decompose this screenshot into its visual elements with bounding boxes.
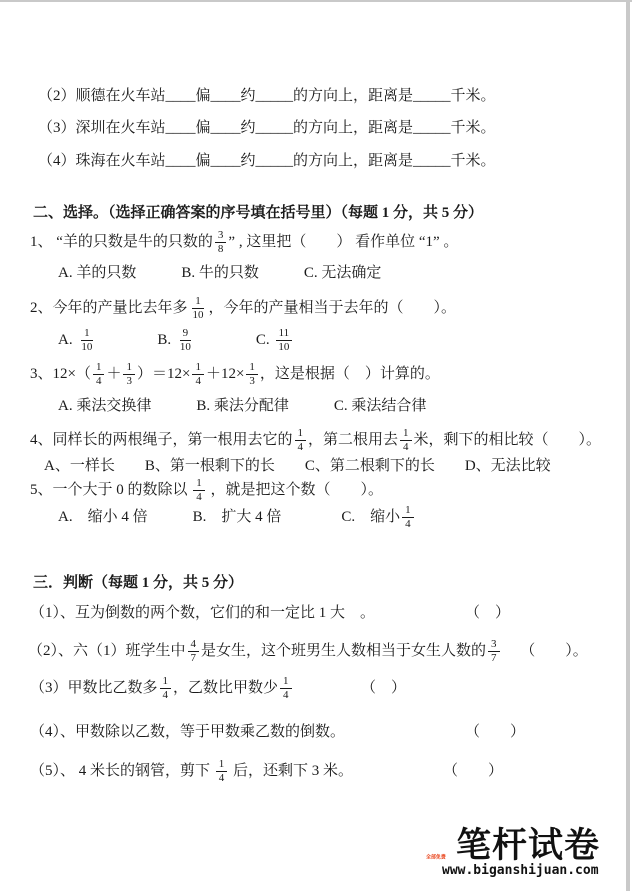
watermark-free-badge: 全部免费 — [426, 854, 446, 860]
text-run: 2、今年的产量比去年多 — [30, 300, 188, 316]
page-right-border — [626, 0, 630, 891]
choice-q5-options — [58, 500, 416, 534]
text-run: A. — [58, 332, 77, 348]
text-run: A、一样长 B、第一根剩下的长 C、第二根剩下的长 D、无法比较 — [44, 458, 551, 474]
watermark-brand-text: 笔杆试卷 — [456, 826, 601, 865]
fraction: $\frac{1}{4}$ — [400, 427, 412, 453]
text-run: （1）、互为倒数的两个数，它们的和一定比 1 大 。 （ ） — [30, 605, 511, 621]
text-run: 1、 “羊的只数是牛的只数的 — [30, 234, 213, 250]
text-run: ）＝12× — [136, 366, 191, 382]
fraction: $\frac{11}{10}$ — [275, 327, 292, 353]
fraction: $\frac{1}{4}$ — [93, 361, 105, 387]
text-run: 3、12×（ — [30, 366, 91, 382]
fraction: $\frac{1}{4}$ — [216, 758, 228, 784]
choice-q1-options — [58, 256, 381, 290]
choice-q2-options — [58, 323, 294, 357]
text-run: （2）顺德在火车站____偏____约_____的方向上，距离是_____千米。 — [38, 88, 496, 104]
fraction: $\frac{3}{7}$ — [488, 638, 500, 664]
fraction: $\frac{1}{4}$ — [280, 675, 292, 701]
choice-section-header: 二、选择。（选择正确答案的序号填在括号里）（每题 1 分，共 5 分） — [33, 205, 484, 221]
text-run: ，第二根用去 — [308, 432, 399, 448]
judge-section-header: 三．判断（每题 1 分，共 5 分） — [33, 575, 244, 591]
choice-q3-options — [58, 389, 426, 423]
fill-question-3 — [38, 111, 496, 145]
text-run: A. 缩小 4 倍 B. 扩大 4 倍 C. 缩小 — [58, 509, 401, 525]
text-run: 4、同样长的两根绳子，第一根用去它的 — [30, 432, 293, 448]
text-run: ，这是根据（ ）计算的。 — [259, 366, 440, 382]
text-run: （ ）。 — [501, 643, 588, 659]
text-run: （3）深圳在火车站____偏____约_____的方向上，距离是_____千米。 — [38, 120, 496, 136]
text-run: 米，剩下的相比较（ ）。 — [413, 432, 602, 448]
fraction: $\frac{4}{7}$ — [188, 638, 200, 664]
judge-question-1 — [30, 596, 510, 630]
text-run: ” , 这里把（ ） 看作单位 “1” 。 — [228, 234, 459, 250]
fraction: $\frac{1}{10}$ — [81, 326, 93, 353]
fraction: $\frac{9}{10}$ — [179, 326, 191, 353]
text-run: A. 乘法交换律 B. 乘法分配律 C. 乘法结合律 — [58, 398, 427, 414]
text-run: B. — [97, 332, 175, 348]
fraction: $\frac{1}{4}$ — [402, 504, 414, 530]
text-run: ，今年的产量相当于去年的（ ）。 — [208, 300, 457, 316]
choice-q1-stem — [30, 225, 458, 259]
text-run: 是女生，这个班男生人数相当于女生人数的 — [201, 643, 487, 659]
watermark-site-url: www.biganshijuan.com — [442, 863, 599, 878]
text-run: ＋12× — [205, 366, 245, 382]
judge-question-3 — [30, 671, 406, 705]
fraction: $\frac{1}{3}$ — [246, 361, 258, 387]
text-run: C. — [195, 332, 274, 348]
text-run: 后，还剩下 3 米。 （ ） — [229, 763, 504, 779]
text-run: （5）、 4 米长的钢管，剪下 — [30, 763, 214, 779]
judge-question-4 — [30, 715, 525, 749]
text-run: ＋ — [106, 366, 122, 382]
text-run: （2）、六（1）班学生中 — [28, 643, 186, 659]
fraction: $\frac{3}{8}$ — [215, 229, 227, 255]
text-run: （ ） — [293, 680, 407, 696]
choice-q3-stem — [30, 357, 440, 391]
fraction: $\frac{1}{3}$ — [123, 361, 135, 387]
page-top-border — [0, 0, 632, 2]
text-run: （4）、甲数除以乙数，等于甲数乘乙数的倒数。 （ ） — [30, 724, 526, 740]
text-run: ，乙数比甲数少 — [173, 680, 279, 696]
text-run: 5、一个大于 0 的数除以 — [30, 482, 192, 498]
judge-question-2 — [28, 634, 588, 668]
fraction: $\frac{1}{4}$ — [295, 427, 307, 453]
fill-question-2 — [38, 79, 496, 113]
fill-question-4 — [38, 144, 496, 178]
text-run: （4）珠海在火车站____偏____约_____的方向上，距离是_____千米。 — [38, 153, 496, 169]
fraction: $\frac{1}{4}$ — [193, 477, 205, 503]
fraction: $\frac{1}{4}$ — [160, 675, 172, 701]
judge-question-5 — [30, 754, 503, 788]
text-run: （3）甲数比乙数多 — [30, 680, 158, 696]
choice-q2-stem — [30, 291, 456, 325]
fraction: $\frac{1}{10}$ — [192, 294, 204, 321]
fraction: $\frac{1}{4}$ — [192, 361, 204, 387]
text-run: A. 羊的只数 B. 牛的只数 C. 无法确定 — [58, 265, 382, 281]
text-run: ，就是把这个数（ ）。 — [206, 482, 384, 498]
